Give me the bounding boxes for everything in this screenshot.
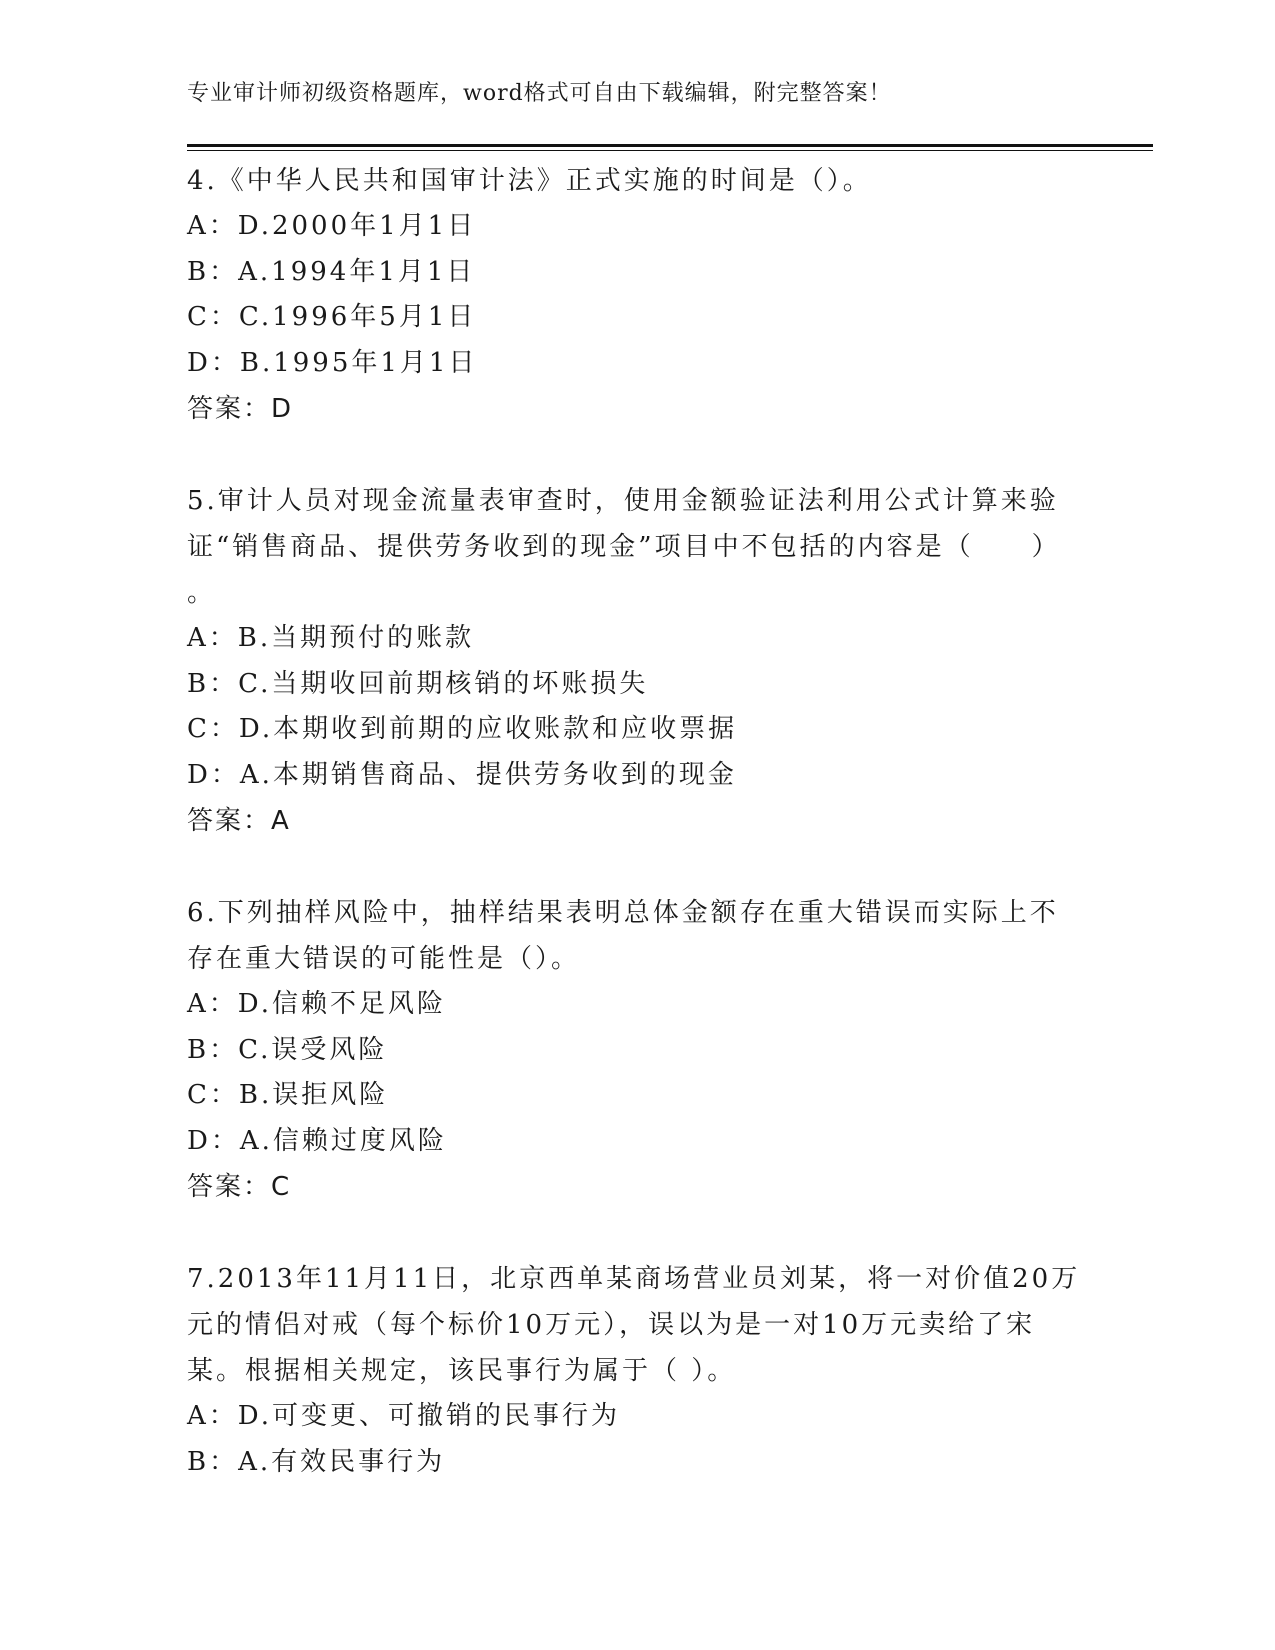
option-a: A：D.2000年1月1日 — [187, 211, 477, 241]
option-c: C：C.1996年5月1日 — [187, 302, 477, 332]
question-7 — [187, 1256, 1087, 1485]
option-b: B：C.误受风险 — [187, 1034, 388, 1065]
question-stem: 5.审计人员对现金流量表审查时，使用金额验证法利用公式计算来验 — [187, 486, 1059, 516]
header-rule-thin — [187, 150, 1153, 151]
question-stem: 存在重大错误的可能性是（）。 — [187, 944, 581, 974]
spacer — [187, 844, 1087, 890]
answer: 答案：A — [187, 806, 291, 836]
option-b: B：A.1994年1月1日 — [187, 256, 476, 287]
option-a: A：B.当期预付的账款 — [187, 623, 475, 653]
question-stem: 某。根据相关规定，该民事行为属于（ ）。 — [187, 1356, 737, 1386]
question-list — [187, 158, 1087, 1485]
answer: 答案：D — [187, 394, 294, 424]
question-5 — [187, 478, 1087, 844]
header-rule-thick — [187, 144, 1153, 147]
question-stem: 元的情侣对戒（每个标价10万元），误以为是一对10万元卖给了宋 — [187, 1310, 1036, 1340]
option-c: C：B.误拒风险 — [187, 1080, 389, 1110]
question-stem: 。 — [187, 578, 217, 608]
answer: 答案：C — [187, 1172, 292, 1202]
option-b: B：C.当期收回前期核销的坏账损失 — [187, 668, 649, 699]
spacer — [187, 1210, 1087, 1256]
option-d: D：B.1995年1月1日 — [187, 347, 478, 378]
question-stem: 证“销售商品、提供劳务收到的现金”项目中不包括的内容是（ ） — [187, 532, 1061, 562]
question-6 — [187, 890, 1087, 1210]
option-c: C：D.本期收到前期的应收账款和应收票据 — [187, 714, 738, 744]
question-stem: 4.《中华人民共和国审计法》正式实施的时间是（）。 — [187, 166, 872, 196]
question-stem: 7.2013年11月11日，北京西单某商场营业员刘某，将一对价值20万 — [187, 1264, 1081, 1294]
option-d: D：A.本期销售商品、提供劳务收到的现金 — [187, 759, 737, 790]
page-header: 专业审计师初级资格题库，word格式可自由下载编辑，附完整答案！ — [187, 81, 892, 106]
option-b: B：A.有效民事行为 — [187, 1446, 446, 1477]
spacer — [187, 432, 1087, 478]
option-a: A：D.可变更、可撤销的民事行为 — [187, 1401, 620, 1431]
question-4 — [187, 158, 1087, 432]
question-stem: 6.下列抽样风险中，抽样结果表明总体金额存在重大错误而实际上不 — [187, 898, 1059, 928]
option-d: D：A.信赖过度风险 — [187, 1125, 447, 1156]
option-a: A：D.信赖不足风险 — [187, 989, 446, 1019]
